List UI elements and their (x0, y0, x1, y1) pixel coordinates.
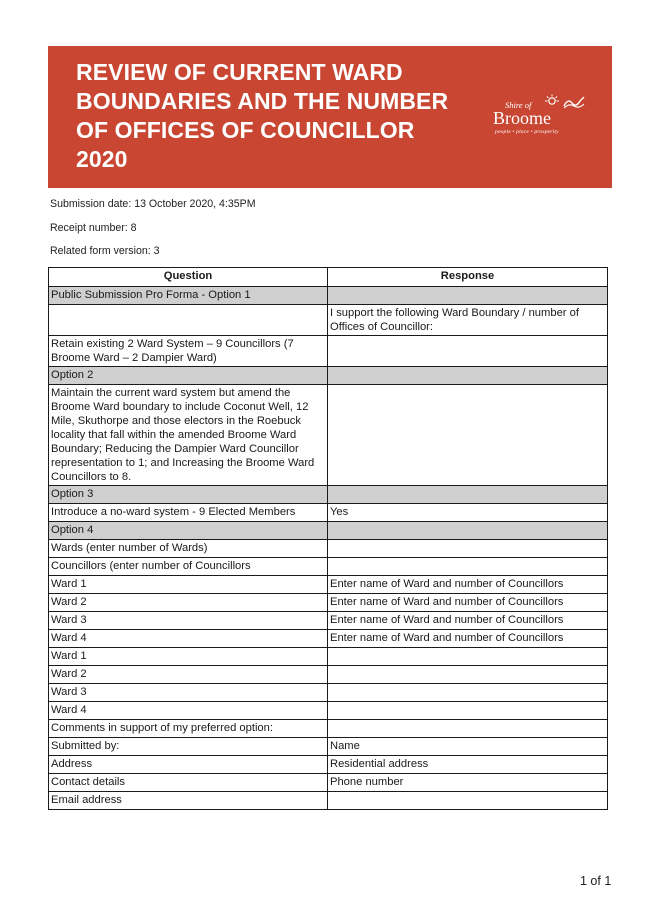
wave-icon (563, 95, 585, 109)
response-cell: Name (328, 738, 608, 756)
table-row (49, 594, 608, 612)
question-cell: Address (49, 756, 328, 774)
table-row (49, 774, 608, 792)
section-row (49, 486, 608, 504)
question-cell: Public Submission Pro Forma - Option 1 (49, 287, 328, 305)
title-line: REVIEW OF CURRENT WARD (76, 59, 403, 85)
question-cell: Option 2 (49, 367, 328, 385)
response-cell (328, 792, 608, 810)
response-cell (328, 540, 608, 558)
question-cell: Ward 1 (49, 576, 328, 594)
table-row (49, 720, 608, 738)
table-row (49, 576, 608, 594)
shire-of-broome-logo (491, 92, 591, 140)
sun-icon (543, 94, 561, 106)
question-header: Question (49, 268, 328, 287)
question-cell: Ward 3 (49, 612, 328, 630)
response-cell (328, 684, 608, 702)
table-row (49, 684, 608, 702)
response-cell (328, 336, 608, 367)
table-row (49, 702, 608, 720)
question-cell: Contact details (49, 774, 328, 792)
question-cell: Email address (49, 792, 328, 810)
response-cell (328, 648, 608, 666)
table-row (49, 630, 608, 648)
section-row (49, 287, 608, 305)
table-header-row (49, 268, 608, 287)
response-cell: Enter name of Ward and number of Councillors (328, 612, 608, 630)
table-row (49, 504, 608, 522)
question-cell (49, 305, 328, 336)
question-cell: Ward 2 (49, 594, 328, 612)
logo-shire-text: Shire of (505, 100, 532, 110)
question-cell: Councillors (enter number of Councillors (49, 558, 328, 576)
logo-tagline: people • place • prosperity (495, 129, 559, 135)
table-row (49, 305, 608, 336)
section-row (49, 367, 608, 385)
table-row (49, 540, 608, 558)
question-cell: Comments in support of my preferred option: (49, 720, 328, 738)
page-number: 1 of 1 (580, 874, 612, 888)
question-cell: Ward 4 (49, 630, 328, 648)
table-row (49, 666, 608, 684)
response-cell (328, 367, 608, 385)
response-cell: I support the following Ward Boundary / number of Offices of Councillor: (328, 305, 608, 336)
submission-date: Submission date: 13 October 2020, 4:35PM (50, 198, 256, 210)
question-cell: Retain existing 2 Ward System – 9 Councillors (7 Broome Ward – 2 Dampier Ward) (49, 336, 328, 367)
logo-name-text: Broome (493, 108, 551, 128)
form-version: Related form version: 3 (50, 245, 160, 257)
question-cell: Option 3 (49, 486, 328, 504)
question-cell: Ward 4 (49, 702, 328, 720)
table-row (49, 648, 608, 666)
question-cell: Maintain the current ward system but amend the Broome Ward boundary to include Coconut Well, 12 Mile, Skuthorpe and those electors in the Roebuck locality that fall within the amended Broome Ward Boundary; Reducing the Dampier Ward Councillor representation to 1; and Increasing the Broome Ward Councillors to 8. (49, 385, 328, 486)
section-row (49, 522, 608, 540)
question-cell: Wards (enter number of Wards) (49, 540, 328, 558)
table-row (49, 336, 608, 367)
response-cell: Phone number (328, 774, 608, 792)
title-banner (48, 46, 612, 188)
response-cell: Enter name of Ward and number of Councillors (328, 576, 608, 594)
title-line: 2020 (76, 146, 128, 172)
table-row (49, 612, 608, 630)
response-header: Response (328, 268, 608, 287)
question-cell: Ward 1 (49, 648, 328, 666)
question-cell: Option 4 (49, 522, 328, 540)
response-cell (328, 720, 608, 738)
response-cell (328, 287, 608, 305)
question-cell: Ward 3 (49, 684, 328, 702)
response-cell (328, 666, 608, 684)
table-row (49, 558, 608, 576)
table-row (49, 756, 608, 774)
submission-table (48, 267, 608, 810)
response-cell (328, 385, 608, 486)
response-cell: Enter name of Ward and number of Councillors (328, 594, 608, 612)
table-row (49, 792, 608, 810)
table-row (49, 738, 608, 756)
response-cell: Yes (328, 504, 608, 522)
response-cell (328, 558, 608, 576)
table-row (49, 385, 608, 486)
receipt-number: Receipt number: 8 (50, 222, 137, 234)
response-cell (328, 522, 608, 540)
response-cell: Residential address (328, 756, 608, 774)
response-cell (328, 702, 608, 720)
question-cell: Ward 2 (49, 666, 328, 684)
title-line: BOUNDARIES AND THE NUMBER (76, 88, 449, 114)
question-cell: Submitted by: (49, 738, 328, 756)
response-cell (328, 486, 608, 504)
page-title (76, 58, 496, 174)
title-line: OF OFFICES OF COUNCILLOR (76, 117, 415, 143)
response-cell: Enter name of Ward and number of Councillors (328, 630, 608, 648)
question-cell: Introduce a no-ward system - 9 Elected Members (49, 504, 328, 522)
